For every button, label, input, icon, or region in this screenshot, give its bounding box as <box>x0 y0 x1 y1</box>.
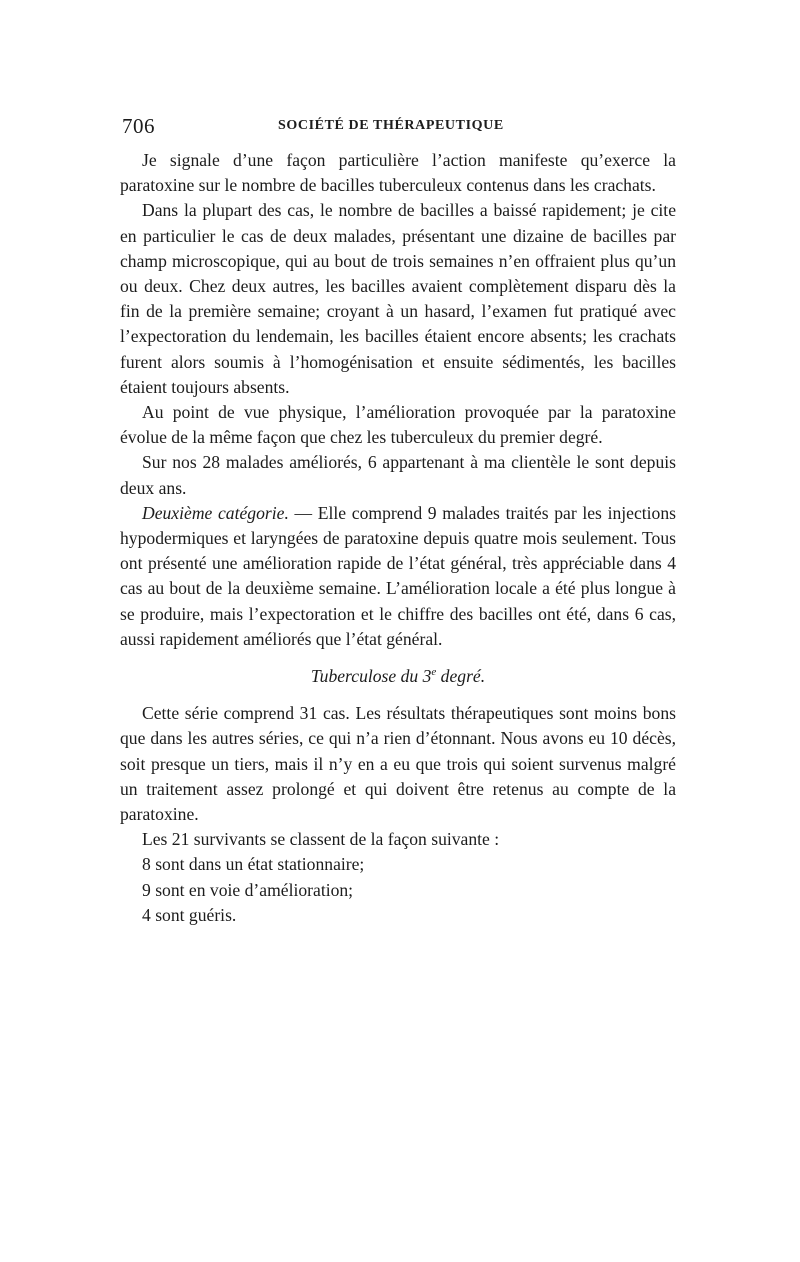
page-number: 706 <box>122 114 155 138</box>
list-item: 8 sont dans un état stationnaire; <box>142 854 365 875</box>
section-heading-suffix: degré. <box>436 666 486 687</box>
paragraph: Dans la plupart des cas, le nombre de bacilles a baissé rapidement; je cite en particulier le cas de deux malades, présentant une dizaine de bacilles par champ microscopique, qui au bout de trois semaines n’en offraient plus qu’un ou deux. Chez deux autres, les bacilles avaient complètement disparu dès la fin de la première semaine; croyant à un hasard, l’examen fut pratiqué avec l’expectoration du lendemain, les bacilles étaient encore absents; les crachats furent alors soumis à l’homogénisation et ensuite sédimentés, les bacilles étaient toujours absents. <box>120 200 676 397</box>
list-item: 9 sont en voie d’amélioration; <box>142 879 354 900</box>
paragraph: Je signale d’une façon particulière l’action manifeste qu’exerce la paratoxine sur le nombre de bacilles tuberculeux contenus dans les crachats. <box>120 150 676 196</box>
list-item: 4 sont guéris. <box>142 904 237 925</box>
paragraph-deuxieme-categorie <box>120 501 676 652</box>
category-text: — Elle comprend 9 malades traités par les injections hypodermiques et laryngées de paratoxine depuis quatre mois seulement. Tous ont présenté une amélioration rapide de l’état général, très appréciable dans 4 cas au bout de la deuxième semaine. L’amélioration locale a été plus longue à se produire, mais l’expectoration et le chiffre des bacilles ont été, dans 6 cas, aussi rapidement améliorés que l’état général. <box>120 502 676 649</box>
paragraph: Cette série comprend 31 cas. Les résultats thérapeutiques sont moins bons que dans les autres séries, ce qui n’a rien d’étonnant. Nous avons eu 10 décès, soit presque un tiers, mais il n’y en a eu que trois qui soient survenus malgré un traitement assez prolongé et qui doivent être retenus au compte de la paratoxine. <box>120 703 676 825</box>
category-label: Deuxième catégorie. <box>142 502 289 523</box>
body-text <box>120 148 676 928</box>
paragraph: Sur nos 28 malades améliorés, 6 appartenant à ma clientèle le sont depuis deux ans. <box>120 452 676 498</box>
paragraph: Les 21 survivants se classent de la façon suivante : <box>142 829 500 850</box>
running-head <box>122 114 678 140</box>
section-heading-superscript: e <box>431 666 437 679</box>
section-heading <box>120 664 676 689</box>
section-heading-text: Tuberculose du 3 <box>310 666 432 687</box>
running-title: SOCIÉTÉ DE THÉRAPEUTIQUE <box>278 118 504 133</box>
paragraph: Au point de vue physique, l’amélioration provoquée par la paratoxine évolue de la même façon que chez les tuberculeux du premier degré. <box>120 402 676 448</box>
